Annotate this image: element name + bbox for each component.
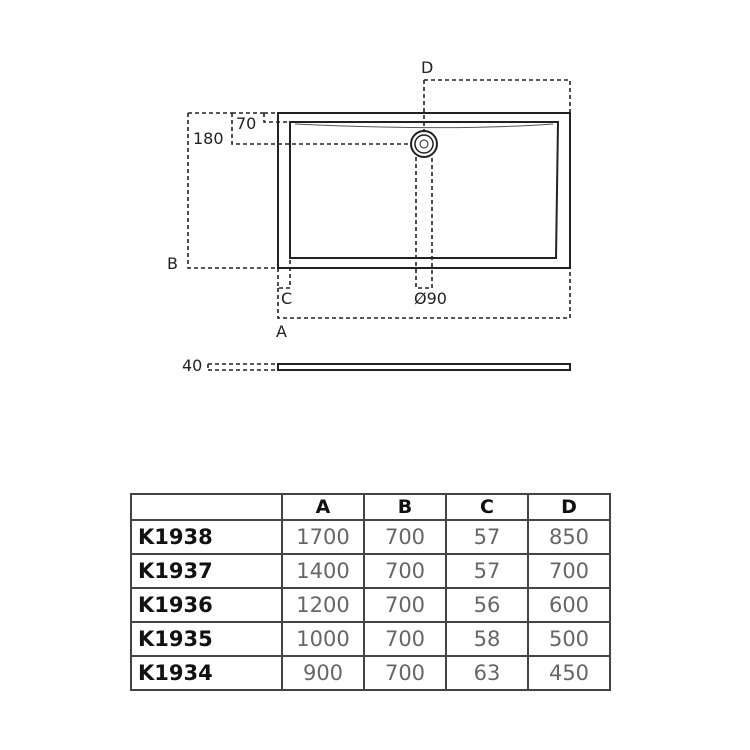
- cell-A: 1000: [282, 622, 364, 656]
- cell-A: 1400: [282, 554, 364, 588]
- cell-B: 700: [364, 656, 446, 690]
- label-40: 40: [182, 356, 203, 375]
- cell-D: 600: [528, 588, 610, 622]
- cell-C: 57: [446, 520, 528, 554]
- table-row: [131, 622, 610, 656]
- model-code: K1935: [131, 622, 282, 656]
- cell-A: 1700: [282, 520, 364, 554]
- label-180: 180: [193, 129, 224, 148]
- dimensions-table: [130, 493, 611, 691]
- dim-40-lines: [208, 364, 278, 370]
- dim-C-lines: [278, 258, 290, 288]
- cell-C: 56: [446, 588, 528, 622]
- dim-D-lines: [424, 80, 570, 131]
- cell-D: 850: [528, 520, 610, 554]
- label-70: 70: [236, 114, 257, 133]
- model-code: K1938: [131, 520, 282, 554]
- cell-A: 900: [282, 656, 364, 690]
- cell-B: 700: [364, 588, 446, 622]
- table-corner-cell: [131, 494, 282, 520]
- label-D: D: [421, 58, 434, 77]
- cell-B: 700: [364, 622, 446, 656]
- cell-C: 63: [446, 656, 528, 690]
- table-row: [131, 588, 610, 622]
- model-code: K1934: [131, 656, 282, 690]
- table-row: [131, 554, 610, 588]
- dim-180-lines: [232, 113, 411, 144]
- table-row: [131, 520, 610, 554]
- label-C: C: [281, 289, 293, 308]
- tray-side-profile: [278, 364, 570, 370]
- header-D: D: [528, 494, 610, 520]
- cell-C: 58: [446, 622, 528, 656]
- header-C: C: [446, 494, 528, 520]
- cell-C: 57: [446, 554, 528, 588]
- label-A: A: [276, 322, 287, 341]
- tray-basin: [290, 122, 558, 258]
- cell-D: 700: [528, 554, 610, 588]
- tray-outline: [278, 113, 570, 268]
- cell-B: 700: [364, 520, 446, 554]
- table-header-row: [131, 494, 610, 520]
- header-A: A: [282, 494, 364, 520]
- cell-A: 1200: [282, 588, 364, 622]
- label-B: B: [167, 254, 178, 273]
- table-row: [131, 656, 610, 690]
- label-drain-diameter: Ø90: [414, 289, 447, 308]
- cell-D: 500: [528, 622, 610, 656]
- model-code: K1936: [131, 588, 282, 622]
- model-code: K1937: [131, 554, 282, 588]
- header-B: B: [364, 494, 446, 520]
- drain-icon: [411, 131, 437, 157]
- cell-B: 700: [364, 554, 446, 588]
- cell-D: 450: [528, 656, 610, 690]
